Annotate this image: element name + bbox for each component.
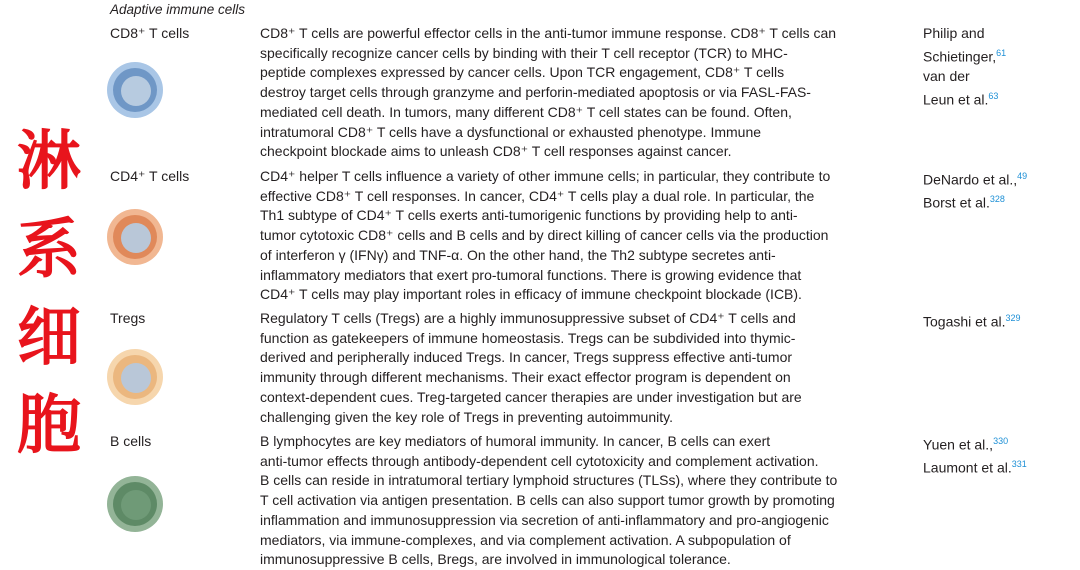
reference-line <box>923 432 1073 455</box>
description-line: derived and peripherally induced Tregs. In cancer, Tregs suppress effective anti-tumor <box>260 349 793 366</box>
reference-line <box>923 44 1073 67</box>
reference-text: DeNardo et al., <box>923 171 1018 188</box>
reference-text: Togashi et al. <box>923 313 1006 330</box>
reference-text: Borst et al. <box>923 195 990 212</box>
description-line: B lymphocytes are key mediators of humoral immunity. In cancer, B cells can exert <box>260 433 771 449</box>
references <box>923 24 1073 110</box>
description-line: destroy target cells through granzyme and perforin-mediated apoptosis or via FASL-FAS- <box>260 84 811 101</box>
reference-text: Yuen et al., <box>923 436 994 453</box>
description-line: CD8⁺ T cells are powerful effector cells in the anti-tumor immune response. CD8⁺ T cells can <box>260 25 837 41</box>
reference-line <box>923 190 1073 213</box>
description-line: B cells can reside in intratumoral tertiary lymphoid structures (TLSs), where they contribute to <box>260 472 838 489</box>
cell-icon <box>105 474 165 534</box>
reference-link[interactable]: 328 <box>989 194 1005 205</box>
cell-description <box>260 432 900 570</box>
reference-link[interactable]: 63 <box>988 90 999 101</box>
description-line: mediators, via immune-complexes, and via complement activation. A subpopulation of <box>260 531 791 548</box>
description-line: effective CD8⁺ T cell responses. In cancer, CD4⁺ T cells play a dual role. In particular, the <box>260 187 815 204</box>
references <box>923 432 1073 479</box>
cell-nucleus <box>121 76 151 106</box>
description-line: context-dependent cues. Treg-targeted cancer therapies are under investigation but are <box>260 388 802 405</box>
cell-type-name: CD8⁺ T cells <box>110 25 190 41</box>
references <box>923 167 1073 214</box>
description-line: inflammation and immunosuppression via secretion of anti-inflammatory and pro-angiogenic <box>260 511 829 528</box>
reference-line <box>923 167 1073 190</box>
cell-description <box>260 309 900 427</box>
cell-nucleus <box>121 223 151 253</box>
reference-line <box>923 87 1073 110</box>
description-line: T cell activation via antigen presentation. B cells can also support tumor growth by promoting <box>260 492 835 509</box>
description-line: tumor cytotoxic CD8⁺ cells and B cells and by direct killing of cancer cells via the production <box>260 227 829 244</box>
cell-type-name: B cells <box>110 433 152 449</box>
reference-link[interactable]: 49 <box>1017 171 1028 181</box>
reference-text: Schietinger, <box>923 48 997 65</box>
cell-nucleus <box>121 490 151 520</box>
description-line: challenging given the key role of Tregs in preventing autoimmunity. <box>260 408 673 425</box>
cell-icon <box>105 347 165 407</box>
description-line: mediated cell death. In tumors, many different CD8⁺ T cell states can be found. Often, <box>260 103 792 120</box>
cell-type-name: CD4⁺ T cells <box>110 168 190 184</box>
cell-nucleus <box>121 363 151 393</box>
cell-type-name: Tregs <box>110 310 146 326</box>
description-line: immunosuppressive B cells, Bregs, are involved in immunological tolerance. <box>260 551 731 568</box>
side-label-char: 胞 <box>17 389 81 463</box>
description-line: immunity through different mechanisms. Their exact effector program is dependent on <box>260 369 791 386</box>
description-line: inflammatory mediators that exert pro-tumoral functions. There is growing evidence that <box>260 266 802 283</box>
side-label-char: 系 <box>17 213 81 287</box>
side-label <box>14 118 84 470</box>
cell-icon <box>105 60 165 120</box>
reference-text: van der <box>923 68 970 85</box>
side-label-char: 淋 <box>17 125 81 199</box>
reference-line <box>923 455 1073 478</box>
description-line: Regulatory T cells (Tregs) are a highly immunosuppressive subset of CD4⁺ T cells and <box>260 310 796 326</box>
section-title: Adaptive immune cells <box>110 2 246 17</box>
description-line: specifically recognize cancer cells by binding with their T cell receptor (TCR) to MHC- <box>260 44 788 61</box>
reference-link[interactable]: 331 <box>1011 459 1027 470</box>
description-line: anti-tumor effects through antibody-dependent cell cytotoxicity and complement activation. <box>260 452 819 469</box>
reference-link[interactable]: 330 <box>993 436 1009 446</box>
description-line: peptide complexes expressed by cancer cells. Upon TCR engagement, CD8⁺ T cells <box>260 64 785 81</box>
reference-text: Leun et al. <box>923 91 989 108</box>
reference-link[interactable]: 329 <box>1005 313 1021 323</box>
description-line: function as gatekeepers of immune homeostasis. Tregs can be subdivided into thymic- <box>260 329 796 346</box>
description-line: intratumoral CD8⁺ T cells have a dysfunctional or exhausted phenotype. Immune <box>260 123 762 140</box>
reference-link[interactable]: 61 <box>996 47 1007 58</box>
cell-description <box>260 167 900 305</box>
reference-text: Laumont et al. <box>923 460 1012 477</box>
description-line: checkpoint blockade aims to unleash CD8⁺ T cell responses against cancer. <box>260 143 732 160</box>
description-line: CD4⁺ helper T cells influence a variety of other immune cells; in particular, they contribute to <box>260 168 831 184</box>
reference-line <box>923 309 1073 332</box>
reference-text: Philip and <box>923 25 985 41</box>
reference-line <box>923 24 1073 44</box>
side-label-char: 细 <box>17 301 81 375</box>
description-line: CD4⁺ T cells may play important roles in efficacy of immune checkpoint blockade (ICB). <box>260 286 802 303</box>
reference-line <box>923 67 1073 87</box>
description-line: Th1 subtype of CD4⁺ T cells exerts anti-tumorigenic functions by providing help to anti- <box>260 207 798 224</box>
cell-icon <box>105 207 165 267</box>
cell-description <box>260 24 900 162</box>
description-line: of interferon γ (IFNγ) and TNF-α. On the other hand, the Th2 subtype secretes anti- <box>260 246 776 263</box>
references <box>923 309 1073 332</box>
